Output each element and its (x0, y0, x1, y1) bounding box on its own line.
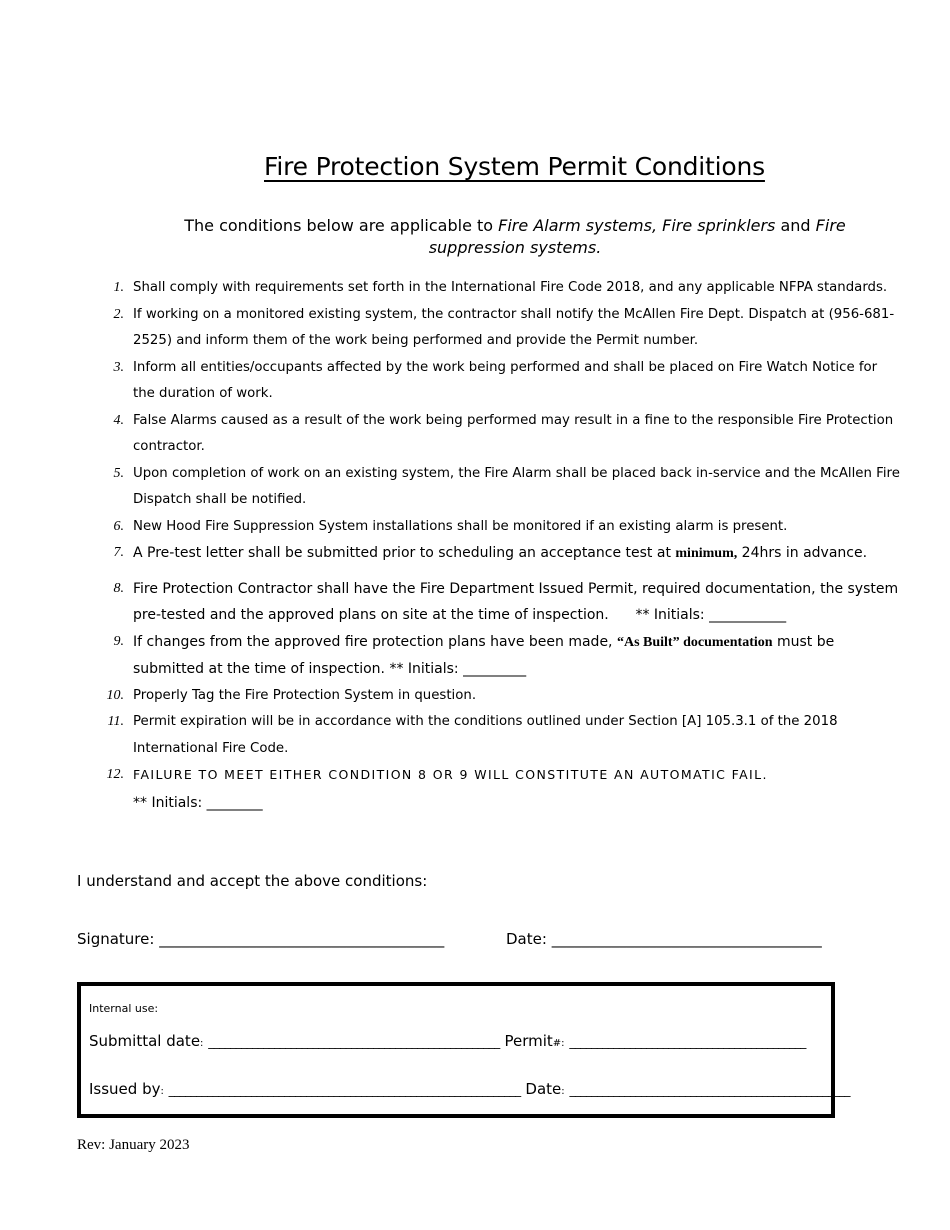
initials-field[interactable]: ** Initials: ___________ (635, 607, 787, 623)
issued-by-label: Issued by (89, 1080, 161, 1098)
intro-prefix: The conditions below are applicable to (184, 216, 499, 235)
condition-number: 4. (113, 412, 124, 428)
internal-use-label: Internal use: (89, 1002, 159, 1015)
permit-suffix: #: (552, 1038, 565, 1049)
condition-1 (100, 275, 900, 302)
condition-text: Properly Tag the Fire Protection System in question. (133, 687, 477, 703)
condition-number: 7. (113, 545, 124, 560)
condition-emphasis: minimum, (675, 546, 738, 561)
condition-4 (100, 408, 900, 461)
condition-text: A Pre-test letter shall be submitted prior to scheduling an acceptance test at (133, 545, 676, 561)
condition-number: 12. (106, 767, 124, 782)
condition-2 (100, 302, 900, 355)
condition-5 (100, 461, 900, 514)
conditions-list (100, 275, 900, 817)
condition-3 (100, 355, 900, 408)
condition-number: 9. (113, 633, 124, 649)
page-title: Fire Protection System Permit Conditions (264, 152, 765, 181)
condition-number: 5. (113, 465, 124, 481)
permit-label: Permit (504, 1032, 553, 1050)
acceptance-statement: I understand and accept the above conditions: (77, 872, 428, 890)
condition-number: 3. (113, 359, 124, 375)
internal-date-label: Date (525, 1080, 562, 1098)
submittal-date-line[interactable]: _____________________________________________________ (208, 1035, 500, 1049)
issued-by-line[interactable]: ________________________________________________________________ (168, 1083, 521, 1097)
condition-11 (100, 709, 900, 762)
condition-7 (100, 540, 900, 568)
signature-label: Signature: (77, 930, 155, 948)
condition-text: New Hood Fire Suppression System installations shall be monitored if an existing alarm is present. (133, 518, 788, 534)
condition-number: 2. (113, 306, 124, 322)
condition-text: Shall comply with requirements set forth in the International Fire Code 2018, and any applicable NFPA standards. (133, 280, 888, 295)
condition-emphasis: “As Built” documentation (616, 634, 773, 650)
condition-9 (100, 629, 900, 683)
initials-field[interactable]: ** Initials: ________ (133, 794, 263, 811)
permit-number-line[interactable]: ___________________________________________ (569, 1035, 806, 1049)
condition-text-end: must be submitted at the time of inspection. (133, 633, 835, 677)
signature-field[interactable] (77, 930, 444, 948)
date-line[interactable]: ____________________________________ (551, 930, 822, 948)
condition-number: 11. (107, 714, 124, 729)
submittal-permit-row: Submittal date: _____________________________________________________ Permit#: ___________________________________________ (89, 1032, 806, 1050)
initials-field[interactable]: ** Initials: _________ (389, 661, 527, 677)
internal-use-box (77, 982, 850, 1118)
condition-6 (100, 514, 900, 541)
condition-number: 10. (106, 687, 124, 703)
condition-8 (100, 576, 900, 629)
condition-text: Permit expiration will be in accordance with the conditions outlined under Section [A] 105.3.1 of the 2018 International Fire Code. (133, 714, 838, 756)
condition-12 (100, 762, 900, 817)
revision-note: Rev: January 2023 (77, 1137, 190, 1153)
condition-text: If working on a monitored existing system, the contractor shall notify the McAllen Fire Dept. Dispatch at (956-681-2525) and inform them of the work being performed and provide the Permit number. (133, 306, 895, 348)
intro-fire-suppression: Fire suppression systems. (428, 216, 846, 257)
condition-text: Inform all entities/occupants affected by the work being performed and shall be placed on Fire Watch Notice for the duration of work. (133, 359, 878, 401)
condition-number: 8. (113, 580, 124, 596)
internal-date-line[interactable]: ___________________________________________________ (569, 1083, 850, 1097)
condition-10 (100, 683, 900, 710)
condition-text: False Alarms caused as a result of the work being performed may result in a fine to the responsible Fire Protection contractor. (133, 412, 894, 454)
condition-text-end: 24hrs in advance. (737, 545, 868, 561)
intro-paragraph (140, 215, 890, 259)
intro-fire-alarm: Fire Alarm systems, Fire sprinklers (498, 216, 776, 235)
signature-line[interactable]: ______________________________________ (159, 930, 445, 948)
condition-text: FAILURE TO MEET EITHER CONDITION 8 OR 9 WILL CONSTITUTE AN AUTOMATIC FAIL. (133, 767, 768, 782)
date-label: Date: (506, 930, 547, 948)
condition-text: If changes from the approved fire protection plans have been made, (133, 633, 617, 650)
condition-text: Upon completion of work on an existing system, the Fire Alarm shall be placed back in-service and the McAllen Fire Dispatch shall be notified. (133, 465, 900, 507)
condition-text: Fire Protection Contractor shall have the Fire Department Issued Permit, required documentation, the system pre-tested and the approved plans on site at the time of inspection. (133, 580, 899, 623)
intro-and: and (775, 216, 816, 235)
submittal-date-label: Submittal date (89, 1032, 201, 1050)
condition-number: 1. (113, 280, 124, 295)
issued-date-row: Issued by: ________________________________________________________________ Date: ___________________________________________________ (89, 1080, 850, 1098)
condition-number: 6. (113, 518, 124, 534)
date-field[interactable] (506, 930, 822, 948)
